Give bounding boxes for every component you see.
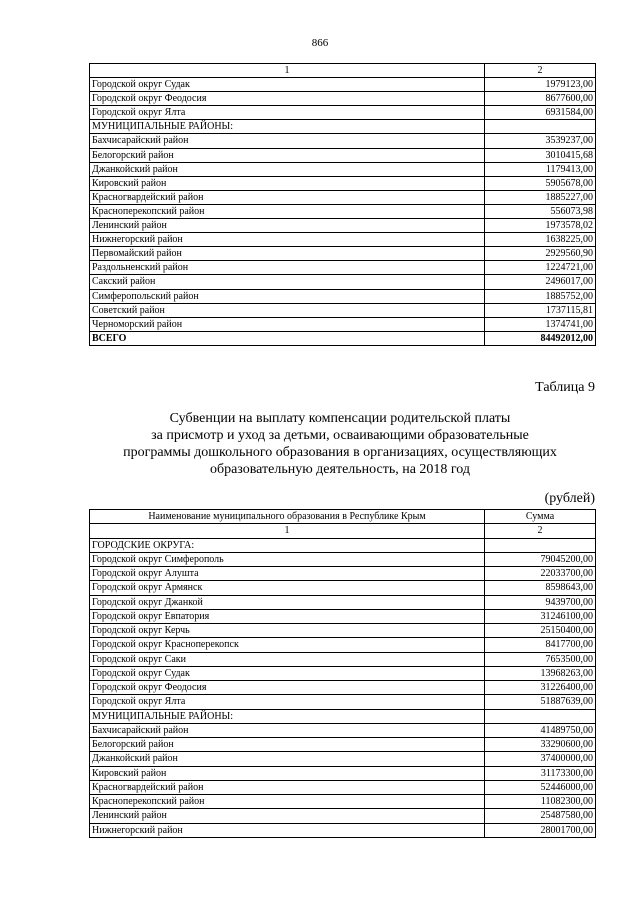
row-name-cell: Кировский район xyxy=(90,176,485,190)
bottom-table-header-name: Наименование муниципального образования в Республике Крым xyxy=(90,510,485,524)
row-name-cell: Белогорский район xyxy=(90,738,485,752)
row-value-cell xyxy=(485,538,596,552)
row-value-cell: 5905678,00 xyxy=(485,176,596,190)
bottom-table-number-row xyxy=(90,524,596,538)
table-row xyxy=(90,780,596,794)
table-row xyxy=(90,681,596,695)
table-row xyxy=(90,752,596,766)
row-value-cell: 51887639,00 xyxy=(485,695,596,709)
top-table-body xyxy=(90,64,596,346)
row-value-cell: 1885752,00 xyxy=(485,289,596,303)
row-name-cell: Бахчисарайский район xyxy=(90,134,485,148)
row-name-cell: Черноморский район xyxy=(90,317,485,331)
table-row xyxy=(90,624,596,638)
total-label: ВСЕГО xyxy=(90,331,485,345)
row-value-cell: 1179413,00 xyxy=(485,162,596,176)
row-name-cell: МУНИЦИПАЛЬНЫЕ РАЙОНЫ: xyxy=(90,709,485,723)
row-value-cell: 1638225,00 xyxy=(485,233,596,247)
table-row xyxy=(90,723,596,737)
row-name-cell: Городской округ Феодосия xyxy=(90,681,485,695)
table-row xyxy=(90,552,596,566)
bottom-table-header-sum: Сумма xyxy=(485,510,596,524)
row-name-cell: Городской округ Ялта xyxy=(90,106,485,120)
row-name-cell: Джанкойский район xyxy=(90,162,485,176)
table-row xyxy=(90,766,596,780)
row-name-cell: Городской округ Армянск xyxy=(90,581,485,595)
row-value-cell: 8677600,00 xyxy=(485,92,596,106)
row-name-cell: Городской округ Судак xyxy=(90,666,485,680)
row-value-cell: 79045200,00 xyxy=(485,552,596,566)
row-value-cell: 28001700,00 xyxy=(485,823,596,837)
table-title-line: образовательную деятельность, на 2018 год xyxy=(209,462,471,477)
table-row xyxy=(90,638,596,652)
row-name-cell: Ленинский район xyxy=(90,809,485,823)
table-row xyxy=(90,652,596,666)
row-name-cell: Советский район xyxy=(90,303,485,317)
row-value-cell: 52446000,00 xyxy=(485,780,596,794)
table-title xyxy=(60,410,620,478)
table-row xyxy=(90,303,596,317)
row-name-cell: Нижнегорский район xyxy=(90,823,485,837)
row-value-cell: 3539237,00 xyxy=(485,134,596,148)
row-name-cell: Симферопольский район xyxy=(90,289,485,303)
table-row xyxy=(90,666,596,680)
row-value-cell xyxy=(485,709,596,723)
table-row xyxy=(90,795,596,809)
table-row xyxy=(90,148,596,162)
row-value-cell: 2496017,00 xyxy=(485,275,596,289)
row-name-cell: Городской округ Алушта xyxy=(90,567,485,581)
table-row xyxy=(90,823,596,837)
row-name-cell: МУНИЦИПАЛЬНЫЕ РАЙОНЫ: xyxy=(90,120,485,134)
table-row xyxy=(90,120,596,134)
row-value-cell: 31246100,00 xyxy=(485,609,596,623)
row-value-cell: 41489750,00 xyxy=(485,723,596,737)
row-value-cell: 2929560,90 xyxy=(485,247,596,261)
row-name-cell: Городской округ Ялта xyxy=(90,695,485,709)
bottom-table-number-col2: 2 xyxy=(485,524,596,538)
table-row xyxy=(90,581,596,595)
row-value-cell: 556073,98 xyxy=(485,204,596,218)
table-row xyxy=(90,190,596,204)
page-number: 866 xyxy=(311,37,329,49)
table-row xyxy=(90,738,596,752)
row-name-cell: Белогорский район xyxy=(90,148,485,162)
row-name-cell: Городской округ Керчь xyxy=(90,624,485,638)
total-value: 84492012,00 xyxy=(485,331,596,345)
row-name-cell: Городской округ Феодосия xyxy=(90,92,485,106)
bottom-table-body xyxy=(90,510,596,838)
row-name-cell: Городской округ Симферополь xyxy=(90,552,485,566)
top-table-header-col2: 2 xyxy=(485,64,596,78)
row-value-cell: 7653500,00 xyxy=(485,652,596,666)
table-row xyxy=(90,78,596,92)
row-name-cell: Красногвардейский район xyxy=(90,190,485,204)
row-value-cell: 1885227,00 xyxy=(485,190,596,204)
row-name-cell: Нижнегорский район xyxy=(90,233,485,247)
row-name-cell: Бахчисарайский район xyxy=(90,723,485,737)
row-name-cell: Красноперекопский район xyxy=(90,204,485,218)
table-row xyxy=(90,106,596,120)
table-row xyxy=(90,275,596,289)
row-name-cell: Городской округ Саки xyxy=(90,652,485,666)
row-value-cell: 9439700,00 xyxy=(485,595,596,609)
table-row xyxy=(90,134,596,148)
table-row xyxy=(90,204,596,218)
table-row xyxy=(90,289,596,303)
top-table xyxy=(89,63,596,346)
table-row xyxy=(90,809,596,823)
row-name-cell: Городской округ Джанкой xyxy=(90,595,485,609)
table-row xyxy=(90,567,596,581)
row-name-cell: Ленинский район xyxy=(90,219,485,233)
row-value-cell: 25487580,00 xyxy=(485,809,596,823)
row-value-cell: 11082300,00 xyxy=(485,795,596,809)
table-title-line: Субвенции на выплату компенсации родительской платы xyxy=(169,411,511,426)
row-value-cell: 31226400,00 xyxy=(485,681,596,695)
table-row xyxy=(90,317,596,331)
row-value-cell: 37400000,00 xyxy=(485,752,596,766)
row-value-cell: 1224721,00 xyxy=(485,261,596,275)
bottom-table-number-col1: 1 xyxy=(90,524,485,538)
row-value-cell: 13968263,00 xyxy=(485,666,596,680)
row-value-cell: 25150400,00 xyxy=(485,624,596,638)
row-name-cell: Сакский район xyxy=(90,275,485,289)
row-value-cell: 1737115,81 xyxy=(485,303,596,317)
row-value-cell: 8598643,00 xyxy=(485,581,596,595)
table-row xyxy=(90,176,596,190)
row-value-cell: 22033700,00 xyxy=(485,567,596,581)
table-row xyxy=(90,219,596,233)
table-row xyxy=(90,595,596,609)
table-row xyxy=(90,709,596,723)
row-name-cell: Раздольненский район xyxy=(90,261,485,275)
row-name-cell: Городской округ Красноперекопск xyxy=(90,638,485,652)
bottom-table xyxy=(89,509,596,838)
top-table-header-row xyxy=(90,64,596,78)
row-value-cell: 3010415,68 xyxy=(485,148,596,162)
row-value-cell: 1973578,02 xyxy=(485,219,596,233)
row-name-cell: Красноперекопский район xyxy=(90,795,485,809)
total-row xyxy=(90,331,596,345)
table-row xyxy=(90,247,596,261)
units-label: (рублей) xyxy=(544,491,595,506)
table-row xyxy=(90,695,596,709)
table-row xyxy=(90,609,596,623)
table-title-line: за присмотр и уход за детьми, осваивающими образовательные xyxy=(151,428,529,443)
row-name-cell: Городской округ Судак xyxy=(90,78,485,92)
table-row xyxy=(90,261,596,275)
row-name-cell: Городской округ Евпатория xyxy=(90,609,485,623)
row-name-cell: Красногвардейский район xyxy=(90,780,485,794)
row-name-cell: Первомайский район xyxy=(90,247,485,261)
top-table-header-col1: 1 xyxy=(90,64,485,78)
table-label: Таблица 9 xyxy=(535,380,595,395)
table-title-line: программы дошкольного образования в организациях, осуществляющих xyxy=(123,445,557,460)
row-value-cell: 1374741,00 xyxy=(485,317,596,331)
row-value-cell: 8417700,00 xyxy=(485,638,596,652)
row-name-cell: Джанкойский район xyxy=(90,752,485,766)
table-row xyxy=(90,162,596,176)
table-row xyxy=(90,233,596,247)
row-name-cell: Кировский район xyxy=(90,766,485,780)
row-value-cell xyxy=(485,120,596,134)
table-row xyxy=(90,92,596,106)
row-value-cell: 31173300,00 xyxy=(485,766,596,780)
table-row xyxy=(90,538,596,552)
row-value-cell: 1979123,00 xyxy=(485,78,596,92)
row-name-cell: ГОРОДСКИЕ ОКРУГА: xyxy=(90,538,485,552)
row-value-cell: 6931584,00 xyxy=(485,106,596,120)
row-value-cell: 33290600,00 xyxy=(485,738,596,752)
bottom-table-header-row xyxy=(90,510,596,524)
